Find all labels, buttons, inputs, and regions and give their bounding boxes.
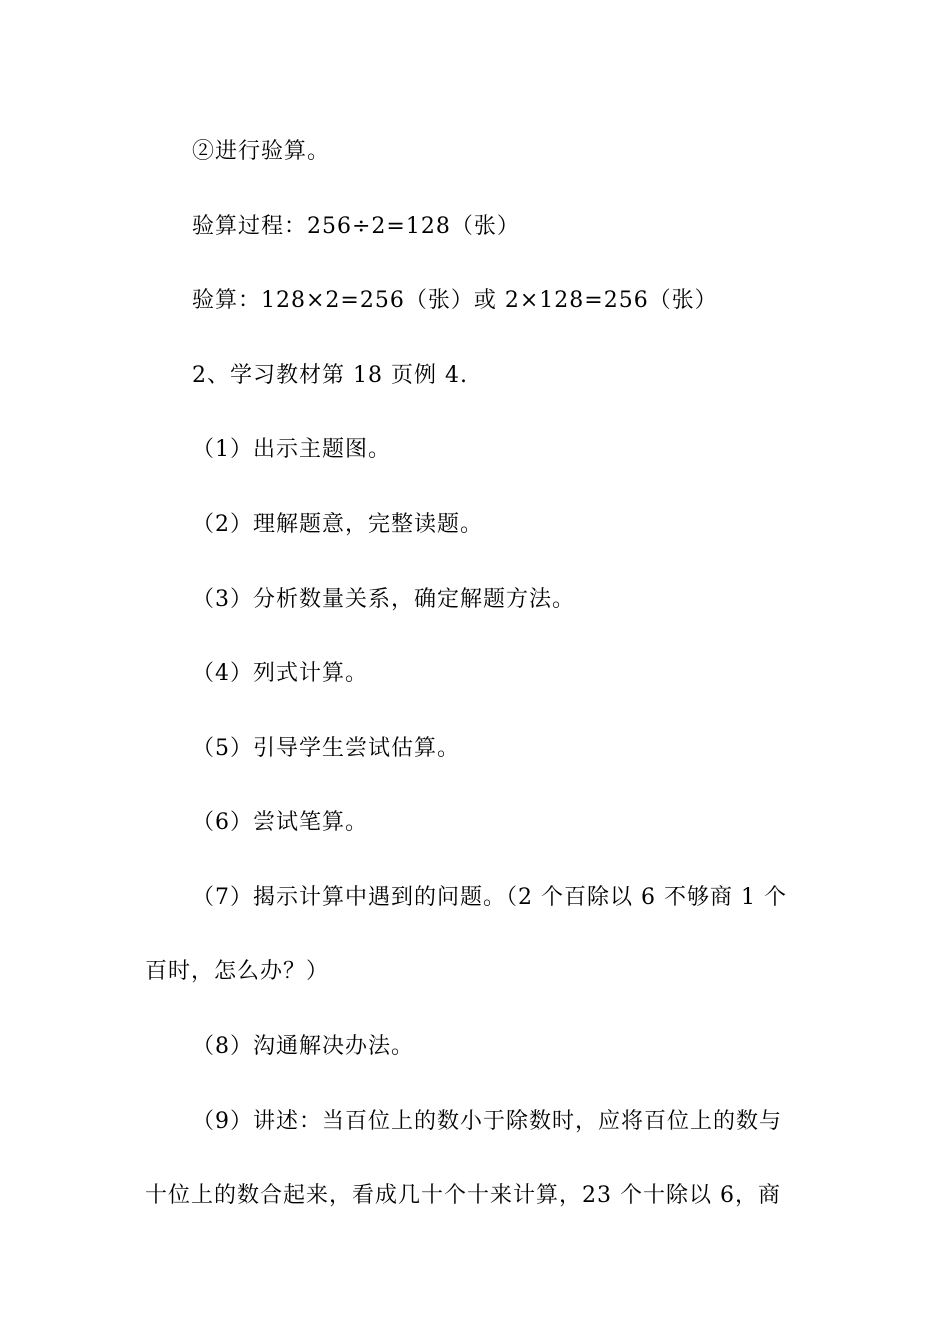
paragraph-step-2: （2）理解题意，完整读题。 xyxy=(192,512,483,537)
paragraph-step-4: （4）列式计算。 xyxy=(192,661,368,686)
paragraph-step-5: （5）引导学生尝试估算。 xyxy=(192,736,460,761)
paragraph-step-6: （6）尝试笔算。 xyxy=(192,810,368,835)
paragraph-step-9-line-2: 十位上的数合起来，看成几十个十来计算，23 个十除以 6，商 xyxy=(145,1183,781,1208)
paragraph-section-2-heading: 2、学习教材第 18 页例 4. xyxy=(192,363,468,388)
paragraph-verify-heading: ②进行验算。 xyxy=(192,139,331,164)
paragraph-step-7-line-2: 百时，怎么办？） xyxy=(145,959,330,984)
paragraph-verify-check: 验算：128×2=256（张）或 2×128=256（张） xyxy=(192,288,718,313)
paragraph-step-3: （3）分析数量关系，确定解题方法。 xyxy=(192,587,575,612)
paragraph-step-8: （8）沟通解决办法。 xyxy=(192,1034,414,1059)
paragraph-step-9-line-1: （9）讲述：当百位上的数小于除数时，应将百位上的数与 xyxy=(192,1109,782,1134)
paragraph-verify-process: 验算过程：256÷2=128（张） xyxy=(192,214,520,239)
paragraph-step-1: （1）出示主题图。 xyxy=(192,437,391,462)
paragraph-step-7-line-1: （7）揭示计算中遇到的问题。（2 个百除以 6 不够商 1 个 xyxy=(192,885,787,910)
